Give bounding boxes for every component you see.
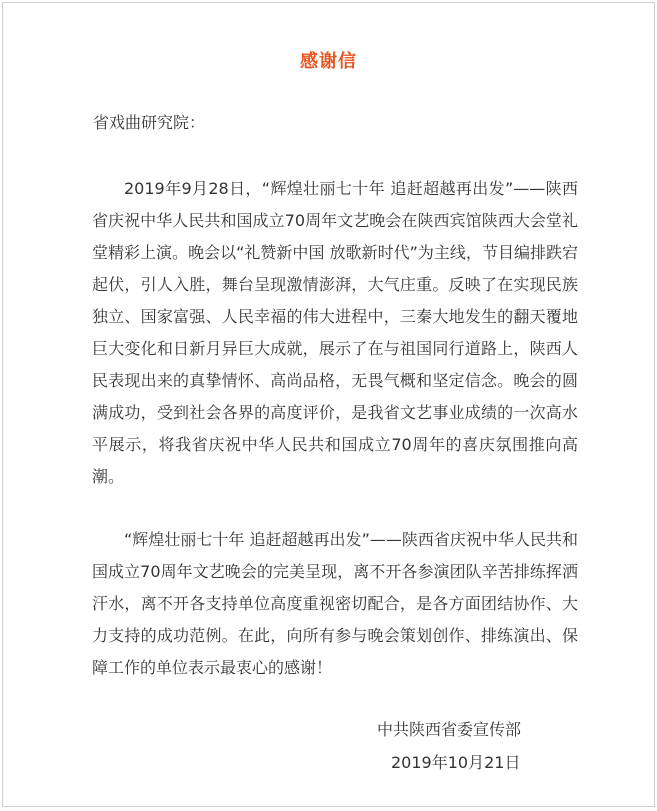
body-paragraph-1: 2019年9月28日，“辉煌壮丽七十年 追赶超越再出发”——陕西省庆祝中华人民共和国成立70周年文艺晚会在陕西宾馆陕西大会堂礼堂精彩上演。晚会以“礼赞新中国 放歌新时代”为主线，节目编排跌宕起伏，引人入胜，舞台呈现激情澎湃，大气庄重。反映了在实现民族独立、国家富强、人民幸福的伟大进程中，三秦大地发生的翻天覆地巨大变化和日新月异巨大成就，展示了在与祖国同行道路上，陕西人民表现出来的真挚情怀、高尚品格，无畏气概和坚定信念。晚会的圆满成功，受到社会各界的高度评价，是我省文艺事业成绩的一次高水平展示，将我省庆祝中华人民共和国成立70周年的喜庆氛围推向高潮。: [92, 179, 578, 486]
signature-date: 2019年10月21日: [391, 753, 521, 772]
signature-organization: 中共陕西省委宣传部: [377, 720, 522, 739]
salutation: 省戏曲研究院：: [93, 113, 206, 132]
letter-page: [2, 2, 655, 807]
letter-title: 感谢信: [300, 51, 357, 72]
body-paragraph-2: “辉煌壮丽七十年 追赶超越再出发”——陕西省庆祝中华人民共和国成立70周年文艺晚会的完美呈现，离不开各参演团队辛苦排练挥洒汗水，离不开各支持单位高度重视密切配合，是各方面团结协作、大力支持的成功范例。在此，向所有参与晚会策划创作、排练演出、保障工作的单位表示最衷心的感谢！: [92, 530, 578, 677]
